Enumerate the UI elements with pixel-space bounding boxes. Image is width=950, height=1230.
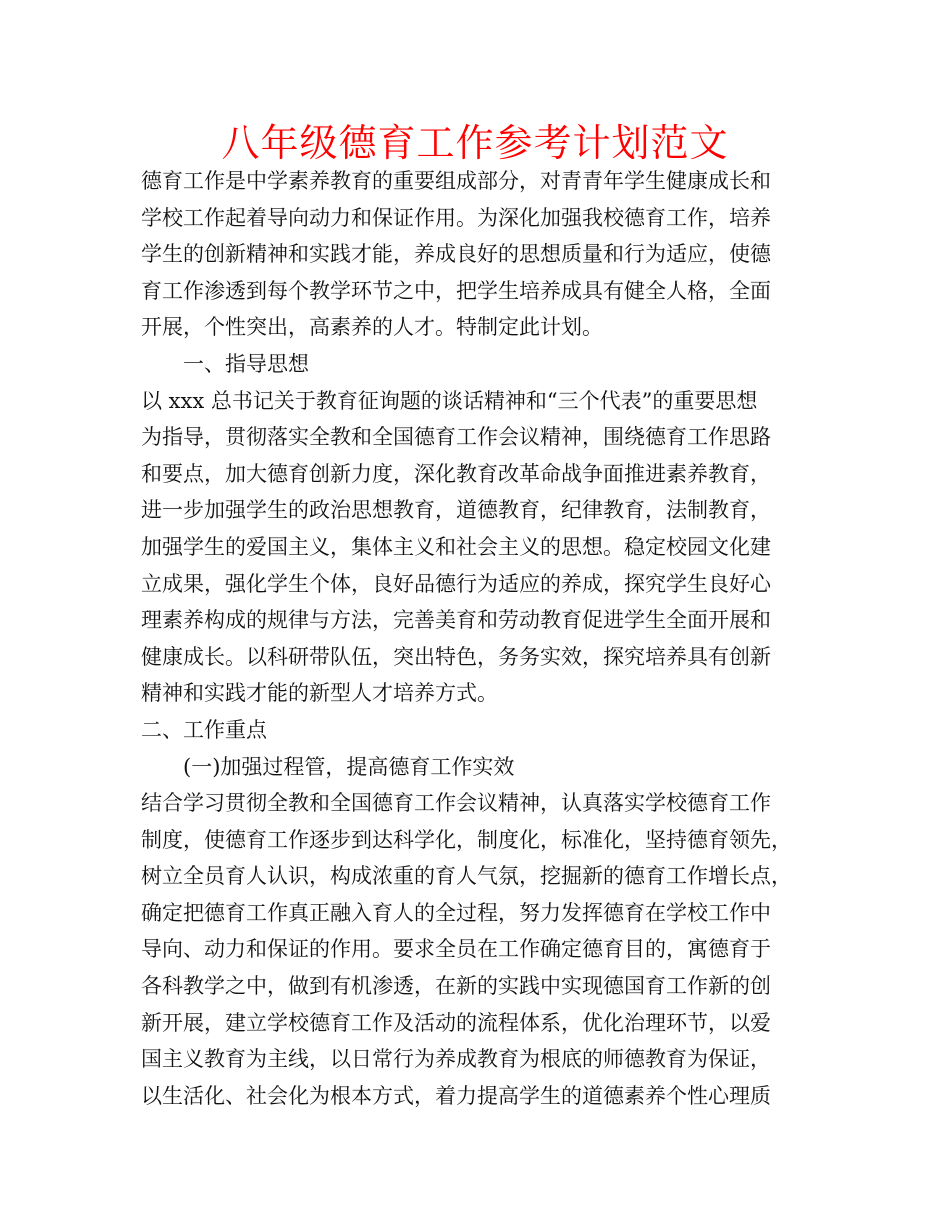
paragraph-line: 树立全员育人认识，构成浓重的育人气氛，挖掘新的德育工作增长点，: [141, 864, 792, 889]
paragraph-line: 育工作渗透到每个教学环节之中，把学生培养成具有健全人格，全面: [141, 278, 771, 303]
document-title: 八年级德育工作参考计划范文: [221, 121, 729, 165]
paragraph-line: 和要点，加大德育创新力度，深化教育改革命战争面推进素养教育，: [141, 461, 771, 486]
paragraph-line: 健康成长。以科研带队伍，突出特色，务务实效，探究培养具有创新: [141, 644, 771, 669]
paragraph-line: 学生的创新精神和实践才能，养成良好的思想质量和行为适应，使德: [141, 242, 771, 267]
paragraph-line: 新开展，建立学校德育工作及活动的流程体系，优化治理环节，以爱: [141, 1010, 771, 1035]
paragraph-line: 精神和实践才能的新型人才培养方式。: [141, 681, 498, 706]
paragraph-line: 加强学生的爱国主义，集体主义和社会主义的思想。稳定校园文化建: [141, 534, 771, 559]
section-heading: 一、指导思想: [183, 351, 309, 376]
paragraph-line: 为指导，贯彻落实全教和全国德育工作会议精神，围绕德育工作思路: [141, 425, 771, 450]
paragraph-line: 德育工作是中学素养教育的重要组成部分，对青青年学生健康成长和: [141, 169, 771, 193]
paragraph-line: 各科教学之中，做到有机渗透，在新的实践中实现德国育工作新的创: [141, 974, 771, 999]
document-body: [141, 163, 831, 1114]
paragraph-line: 制度，使德育工作逐步到达科学化，制度化，标准化，坚持德育领先，: [141, 827, 792, 852]
paragraph-line: 理素养构成的规律与方法，完善美育和劳动教育促进学生全面开展和: [141, 608, 771, 633]
paragraph-line: 结合学习贯彻全教和全国德育工作会议精神，认真落实学校德育工作: [141, 791, 771, 816]
subsection-heading: (一)加强过程管，提高德育工作实效: [183, 754, 515, 779]
paragraph-line: 确定把德育工作真正融入育人的全过程，努力发挥德育在学校工作中: [141, 900, 771, 925]
paragraph-line: 导向、动力和保证的作用。要求全员在工作确定德育目的，寓德育于: [141, 937, 771, 962]
paragraph-line: 进一步加强学生的政治思想教育，道德教育，纪律教育，法制教育，: [141, 498, 771, 523]
paragraph-line: 立成果，强化学生个体，良好品德行为适应的养成，探究学生良好心: [141, 571, 771, 596]
paragraph-line: 开展，个性突出，高素养的人才。特制定此计划。: [141, 315, 603, 340]
section-heading: 二、工作重点: [141, 717, 267, 742]
paragraph-line: 以 xxx 总书记关于教育征询题的谈话精神和“三个代表”的重要思想: [141, 388, 758, 413]
paragraph-line: 以生活化、社会化为根本方式，着力提高学生的道德素养个性心理质: [141, 1083, 771, 1108]
paragraph-line: 国主义教育为主线，以日常行为养成教育为根底的师德教育为保证，: [141, 1047, 771, 1072]
paragraph-line: 学校工作起着导向动力和保证作用。为深化加强我校德育工作，培养: [141, 205, 771, 230]
